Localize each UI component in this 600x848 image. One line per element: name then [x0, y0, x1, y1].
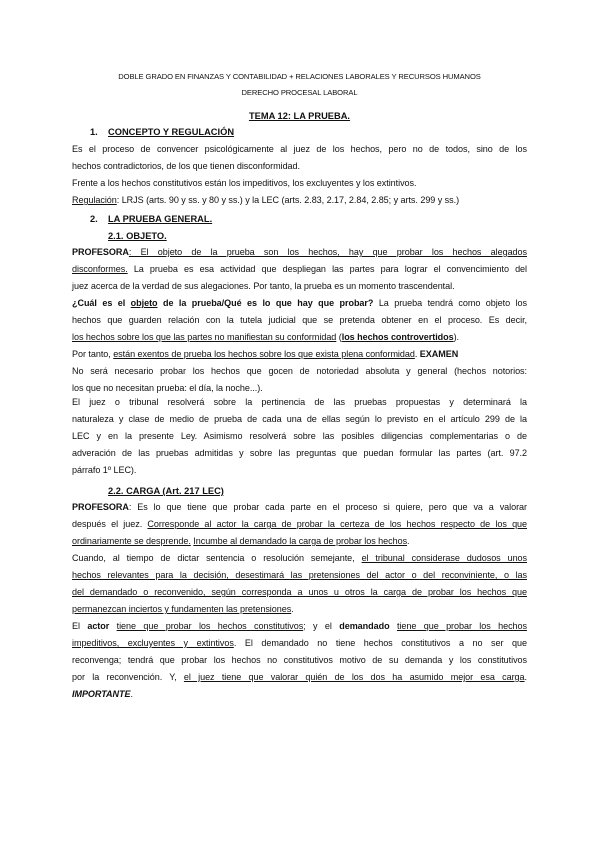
text-span: La prueba es esa actividad que despliegan las partes para lograr el convencimiento del: [127, 264, 527, 274]
text-line: No será necesario probar los hechos que gocen de notoriedad absoluta y general (hechos notorios:: [72, 366, 527, 376]
text-span: Por tanto,: [72, 349, 114, 359]
text-span: permanezcan inciertos y fundamenten las pretensiones: [72, 604, 292, 614]
header-subject: DERECHO PROCESAL LABORAL: [241, 88, 358, 97]
text-span: disconformes.: [72, 264, 128, 274]
examen-tag: EXAMEN: [419, 349, 459, 359]
text-line: Frente a los hechos constitutivos están los impeditivos, los excluyentes y los extintivos.: [72, 178, 417, 188]
text-span: después el juez.: [72, 519, 148, 529]
text-span: ¿Cuál es el: [72, 298, 131, 308]
text-line: los que no necesitan prueba: el día, la noche...).: [72, 383, 263, 393]
text-line: párrafo 1º LEC).: [72, 465, 137, 475]
text-line: [72, 618, 527, 635]
text-span: los hechos controvertidos: [341, 332, 454, 342]
text-line: [72, 669, 527, 686]
text-line: [72, 533, 527, 550]
text-line: El juez o tribunal resolverá sobre la pertinencia de las pruebas propuestas y determinará la: [72, 397, 527, 407]
text-line: hechos contradictorios, de los que tienen disconformidad.: [72, 161, 300, 171]
section-2-heading: [90, 214, 212, 224]
section-1-heading: [90, 127, 234, 137]
text-line: naturaleza y clase de medio de prueba de cada una de ellas según lo previsto en el artículo 299 de la: [72, 414, 527, 424]
profesora-label: PROFESORA: [72, 502, 129, 512]
text-span: El: [72, 621, 88, 631]
text-span: impeditivos, excluyentes y extintivos: [72, 638, 234, 648]
text-span: (: [336, 332, 342, 342]
text-line: [72, 346, 527, 363]
text-span: el tribunal considerase dudosos unos: [361, 553, 527, 563]
document-title: TEMA 12: LA PRUEBA.: [248, 111, 351, 121]
text-span: por la reconvención. Y,: [72, 672, 184, 682]
text-span: [109, 621, 116, 631]
text-span: .: [407, 536, 410, 546]
text-line: del demandado o reconvenido, según corresponda a unos u otros la carga de probar los hechos que: [72, 587, 527, 597]
text-line: [72, 550, 527, 567]
text-line: hechos relevantes para la decisión, desestimará las pretensiones del actor o del reconviniente, o las: [72, 570, 527, 580]
text-span: La prueba tendrá como objeto los: [373, 298, 527, 308]
text-span: ordinariamente se desprende.: [72, 536, 191, 546]
section-number: 2.: [90, 214, 98, 224]
text-span: . El demandado no tiene hechos constitutivos a no ser que: [233, 638, 527, 648]
text-line: [72, 499, 527, 516]
text-span: objeto: [130, 298, 158, 308]
text-line: hechos que guarden relación con la tutela judicial que se pretenda obtener en el proceso. Es decir,: [72, 315, 527, 325]
text-span: de la prueba/Qué es lo que hay que probar?: [157, 298, 374, 308]
text-span: tiene que probar los hechos constitutivos: [116, 621, 304, 631]
text-span: están exentos de prueba los hechos sobre los que exista plena conformidad: [113, 349, 415, 359]
text-line: [72, 516, 527, 533]
text-span: .: [414, 349, 420, 359]
text-span: actor: [87, 621, 110, 631]
juez-paragraph: [72, 394, 527, 479]
text-line: [72, 635, 527, 652]
profesora-label: PROFESORA: [72, 247, 129, 257]
section-1-body: [72, 141, 527, 209]
section-title: CONCEPTO Y REGULACIÓN: [108, 127, 235, 137]
importante-tag: IMPORTANTE: [72, 689, 131, 699]
text-span: Corresponde al actor la carga de probar la certeza de los hechos respecto de los que: [147, 519, 528, 529]
text-line: [72, 261, 527, 278]
text-span: .: [291, 604, 294, 614]
subsection-objeto-heading: 2.1. OBJETO.: [108, 231, 167, 241]
text-span: .: [130, 689, 133, 699]
regulation-line: [72, 192, 527, 209]
regulation-text: : LRJS (arts. 90 y ss. y 80 y ss.) y la LEC (arts. 2.83, 2.17, 2.84, 2.85; y arts. 299 y ss.): [116, 195, 460, 205]
text-span: los hechos sobre los que las partes no manifiestan su conformidad: [72, 332, 337, 342]
text-line: [72, 601, 527, 618]
text-line: [72, 329, 527, 346]
text-line: Es el proceso de convencer psicológicamente al juez de los hechos, pero no de todos, sino de los: [72, 144, 527, 154]
text-span: : El objeto de la prueba son los hechos, hay que probar los hechos alegados: [128, 247, 527, 257]
header-degree: DOBLE GRADO EN FINANZAS Y CONTABILIDAD + RELACIONES LABORALES Y RECURSOS HUMANOS: [118, 72, 481, 81]
text-line: juez acerca de la verdad de sus alegaciones. Por tanto, la prueba es un momento trascendental.: [72, 281, 455, 291]
carga-body: [72, 499, 527, 703]
section-number: 1.: [90, 127, 98, 137]
text-span: .: [524, 672, 527, 682]
text-line: [72, 244, 527, 261]
text-line: adveración de las pruebas admitidas y sobre las preguntas que puedan formular las partes (art. 97.2: [72, 448, 527, 458]
subsection-carga-heading: 2.2. CARGA (Art. 217 LEC): [108, 486, 224, 496]
text-line: [72, 686, 527, 703]
regulation-label: Regulación: [72, 195, 117, 205]
text-span: Incumbe al demandado la carga de probar los hechos: [193, 536, 408, 546]
text-span: [390, 621, 397, 631]
objeto-body: [72, 244, 527, 397]
section-title: LA PRUEBA GENERAL.: [108, 214, 213, 224]
text-span: tiene que probar los hechos: [396, 621, 527, 631]
text-span: ; y el: [303, 621, 340, 631]
text-span: el juez tiene que valorar quién de los dos ha asumido mejor esa carga: [183, 672, 525, 682]
question-line: [72, 295, 527, 312]
text-span: : Es lo que tiene que probar cada parte en el proceso si quiere, pero que va a valorar: [128, 502, 527, 512]
text-line: reconvenga; tendrá que probar los hechos no constitutivos motivo de su demanda y los constitutivos: [72, 655, 527, 665]
text-span: ).: [453, 332, 460, 342]
text-span: Cuando, al tiempo de dictar sentencia o resolución semejante,: [72, 553, 362, 563]
text-line: LEC y en la presente Ley. Asimismo resolverá sobre las posibles diligencias complementarias o de: [72, 431, 527, 441]
text-span: demandado: [339, 621, 390, 631]
